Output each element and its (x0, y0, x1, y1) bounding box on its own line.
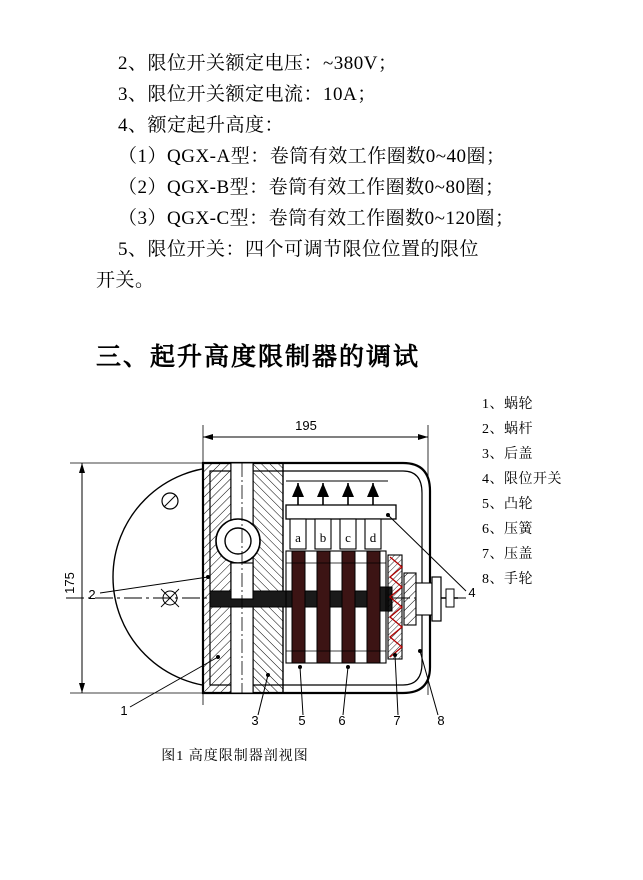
spec-line-text: QGX-C型：卷筒有效工作圈数0~120圈； (167, 208, 515, 229)
callout-label-8: 8 (437, 713, 445, 728)
drawing-svg (58, 405, 478, 735)
legend-item: 7、压盖 (482, 547, 533, 562)
spec-line-text: 限位开关额定电流：10A； (147, 84, 377, 105)
spec-continuation-line: 开关。 (96, 270, 155, 291)
compression-spring (388, 555, 402, 659)
figure-legend (482, 392, 562, 592)
switch-label-b: b (319, 530, 327, 545)
spec-line (96, 172, 566, 203)
spec-line (96, 203, 566, 234)
callout-label-1: 1 (120, 703, 128, 718)
callout-label-6: 6 (338, 713, 346, 728)
spec-line-number: 3、 (118, 84, 148, 105)
spec-line (96, 79, 566, 110)
legend-item: 8、手轮 (482, 572, 533, 587)
technical-drawing (58, 405, 478, 735)
legend-item: 2、蜗杆 (482, 422, 533, 437)
spec-line (96, 141, 566, 172)
legend-item: 6、压簧 (482, 522, 533, 537)
callout-label-7: 7 (393, 713, 401, 728)
spec-line (96, 234, 566, 265)
callout-label-3: 3 (251, 713, 259, 728)
figure-caption: 图1 高度限制器剖视图 (161, 749, 309, 764)
dimension-top-label: 195 (295, 418, 317, 433)
section-title: 三、起升高度限制器的调试 (96, 342, 421, 371)
spec-text-block (96, 48, 566, 296)
spec-line-text: 额定起升高度： (147, 115, 285, 136)
switch-label-d: d (369, 530, 377, 545)
hand-wheel (432, 577, 458, 621)
spec-line (96, 48, 566, 79)
spec-line-text: QGX-B型：卷筒有效工作圈数0~80圈； (167, 177, 505, 198)
spec-line-text: 限位开关额定电压：~380V； (147, 53, 398, 74)
callout-label-4: 4 (468, 585, 476, 600)
legend-item: 5、凸轮 (482, 497, 533, 512)
callout-label-5: 5 (298, 713, 306, 728)
callout-label-2: 2 (88, 587, 96, 602)
switch-label-a: a (295, 530, 301, 545)
legend-item: 4、限位开关 (482, 472, 562, 487)
legend-item: 1、蜗轮 (482, 397, 533, 412)
switch-label-c: c (345, 530, 351, 545)
spec-line-text: 限位开关：四个可调节限位位置的限位 (147, 239, 480, 260)
spec-line-number: （2） (118, 177, 168, 198)
spec-line (96, 110, 566, 141)
spec-line-text: QGX-A型：卷筒有效工作圈数0~40圈； (167, 146, 506, 167)
spec-line-number: （3） (118, 208, 168, 229)
spec-line-number: 4、 (118, 115, 148, 136)
spec-line-number: 2、 (118, 53, 148, 74)
legend-item: 3、后盖 (482, 447, 533, 462)
dimension-left-label: 175 (62, 572, 77, 594)
dimension-left (62, 463, 208, 693)
spec-line-number: （1） (118, 146, 168, 167)
spec-line-number: 5、 (118, 239, 148, 260)
